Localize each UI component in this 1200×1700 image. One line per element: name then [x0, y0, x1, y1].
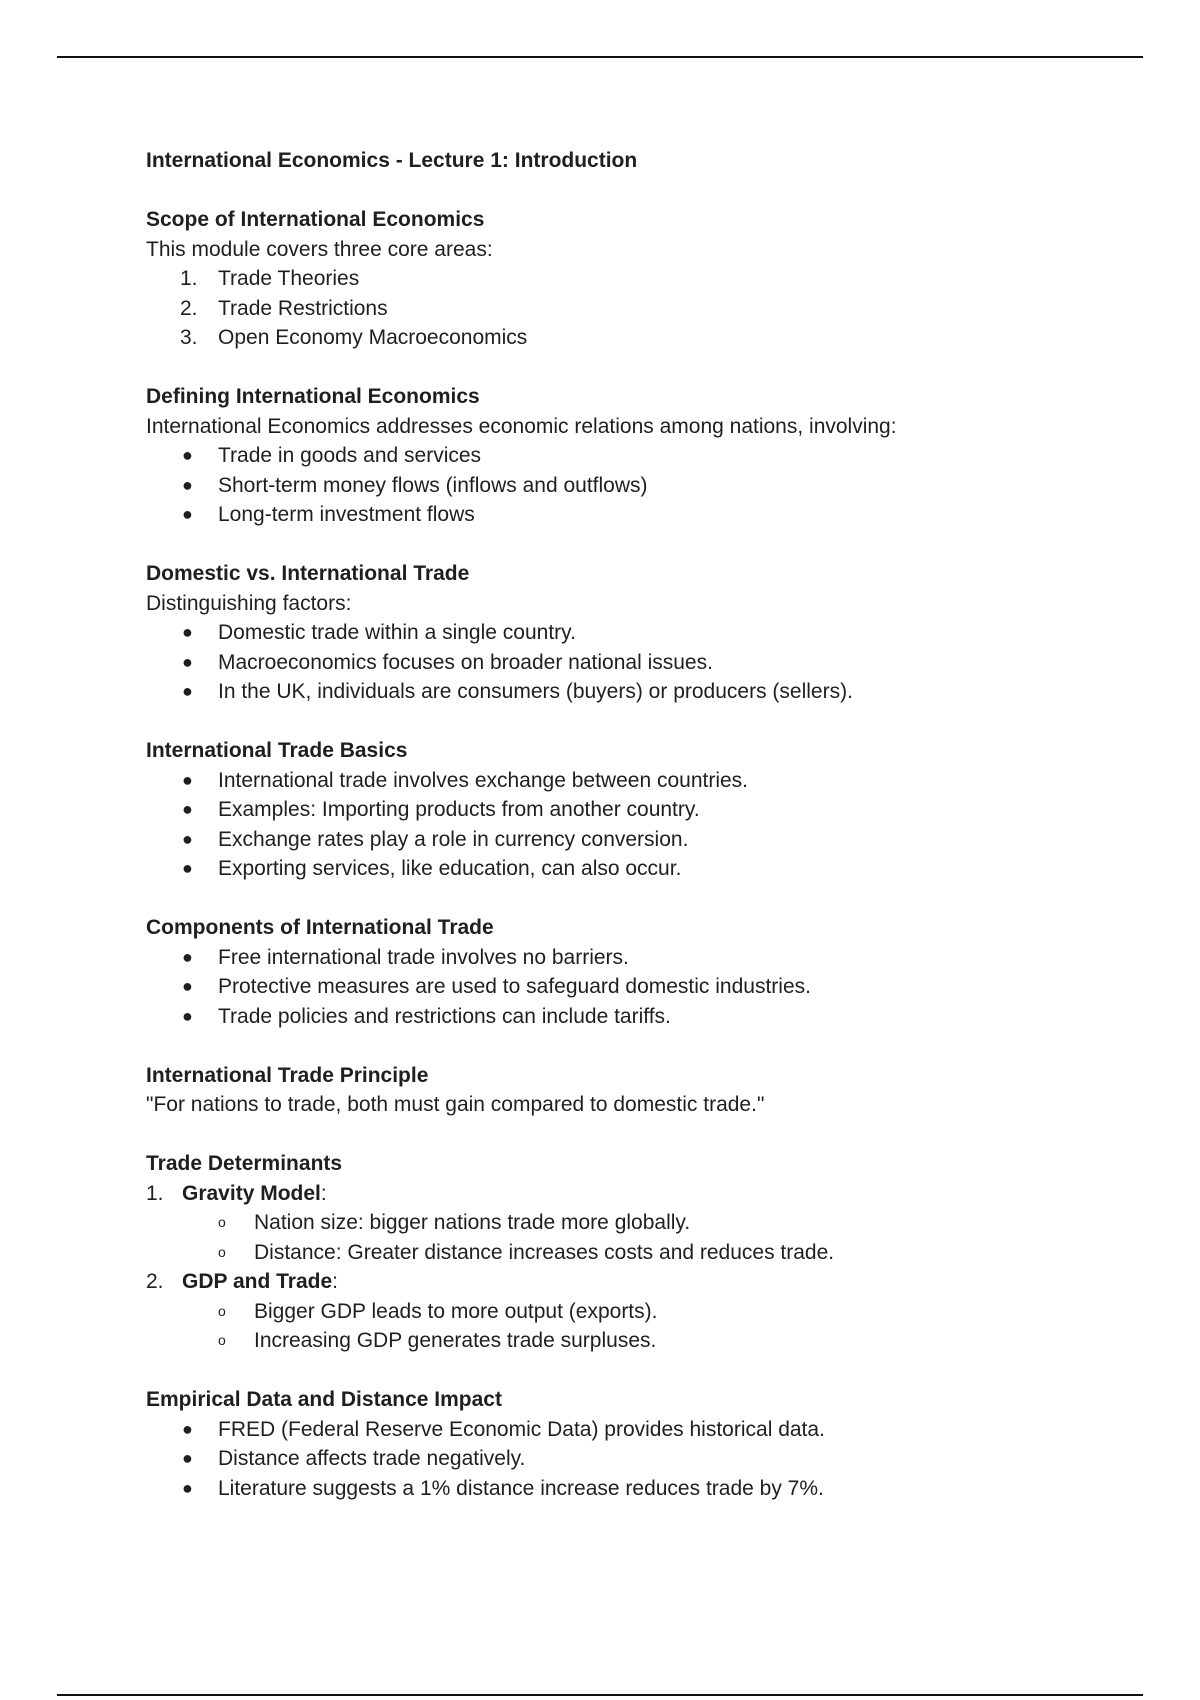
- list-item-text: Trade policies and restrictions can include tariffs.: [218, 1004, 671, 1028]
- section-heading: Scope of International Economics: [146, 208, 485, 231]
- list-number: 1.: [180, 267, 198, 290]
- list-item-text: Long-term investment flows: [218, 503, 475, 526]
- list-item-text: Distance affects trade negatively.: [218, 1447, 526, 1470]
- list-number: 1.: [146, 1181, 164, 1205]
- list-item: [146, 677, 1146, 707]
- list-item: [146, 943, 1146, 973]
- principle-quote: "For nations to trade, both must gain compared to domestic trade.": [146, 1093, 765, 1116]
- bullet-icon: ●: [182, 1418, 193, 1439]
- determinant-colon: :: [332, 1270, 339, 1293]
- list-item-text: Trade Restrictions: [218, 296, 388, 320]
- hollow-bullet-icon: o: [218, 1243, 226, 1260]
- determinant-title: Gravity Model: [182, 1181, 321, 1205]
- determinant-title: GDP and Trade: [182, 1270, 333, 1293]
- list-item: [146, 323, 1146, 353]
- list-number: 3.: [180, 326, 198, 349]
- bullet-icon: ●: [182, 651, 193, 672]
- bullet-icon: ●: [182, 504, 193, 524]
- bullet-list: [146, 441, 1146, 530]
- list-item: [146, 795, 1146, 825]
- list-item-text: Trade in goods and services: [218, 444, 482, 467]
- bullet-icon: ●: [182, 1477, 193, 1498]
- bullet-icon: ●: [182, 622, 193, 642]
- list-item: [146, 825, 1146, 855]
- list-item-text: Trade Theories: [218, 267, 360, 290]
- list-item-text: Examples: Importing products from another country.: [218, 798, 700, 821]
- list-item: [146, 618, 1146, 648]
- section-intro: This module covers three core areas:: [146, 237, 493, 261]
- list-item: [146, 1474, 1146, 1504]
- list-item-text: Short-term money flows (inflows and outflows): [218, 473, 648, 497]
- list-item: [146, 1179, 1146, 1268]
- bullet-icon: ●: [182, 1448, 193, 1468]
- list-item-text: Open Economy Macroeconomics: [218, 326, 528, 349]
- list-item: [146, 1002, 1146, 1032]
- determinant-colon: :: [320, 1181, 327, 1205]
- list-item-text: Domestic trade within a single country.: [218, 621, 576, 644]
- document-body: [146, 146, 1146, 1533]
- sub-list-item: [146, 1208, 1146, 1238]
- list-item: [146, 1267, 1146, 1356]
- list-item-text: Protective measures are used to safeguard domestic industries.: [218, 975, 811, 998]
- header-rule: [57, 56, 1143, 58]
- numbered-list: [146, 264, 1146, 353]
- list-item: [146, 1444, 1146, 1474]
- sub-list: [182, 1208, 1146, 1267]
- list-item-text: Exporting services, like education, can also occur.: [218, 857, 682, 880]
- section-heading: Components of International Trade: [146, 916, 494, 939]
- section-intro: International Economics addresses economic relations among nations, involving:: [146, 414, 897, 438]
- section-domestic: [146, 559, 1146, 707]
- numbered-list: [146, 1179, 1146, 1356]
- list-item-text: Bigger GDP leads to more output (exports).: [254, 1299, 658, 1323]
- section-empirical: [146, 1385, 1146, 1503]
- list-item-text: FRED (Federal Reserve Economic Data) provides historical data.: [218, 1417, 825, 1441]
- section-scope: [146, 205, 1146, 353]
- list-item: [146, 471, 1146, 501]
- list-item-text: Free international trade involves no barriers.: [218, 945, 629, 969]
- list-item-text: Literature suggests a 1% distance increase reduces trade by 7%.: [218, 1476, 824, 1500]
- section-defining: [146, 382, 1146, 530]
- bullet-icon: ●: [182, 799, 193, 819]
- bullet-list: [146, 943, 1146, 1032]
- list-item-text: Increasing GDP generates trade surpluses.: [254, 1329, 657, 1352]
- section-heading: Trade Determinants: [146, 1152, 343, 1175]
- list-number: 2.: [146, 1270, 164, 1293]
- bullet-icon: ●: [182, 681, 193, 701]
- list-item: [146, 294, 1146, 324]
- sub-list-item: [146, 1297, 1146, 1327]
- section-heading: International Trade Principle: [146, 1063, 429, 1087]
- list-item-text: Distance: Greater distance increases costs and reduces trade.: [254, 1240, 835, 1264]
- bullet-icon: ●: [182, 828, 193, 849]
- hollow-bullet-icon: o: [218, 1332, 226, 1348]
- section-heading: International Trade Basics: [146, 739, 408, 762]
- list-item: [146, 854, 1146, 884]
- bullet-icon: ●: [182, 976, 193, 996]
- list-number: 2.: [180, 296, 198, 320]
- hollow-bullet-icon: o: [218, 1302, 226, 1319]
- list-item: [146, 441, 1146, 471]
- sub-list: [182, 1297, 1146, 1356]
- bullet-icon: ●: [182, 445, 193, 465]
- document-title: International Economics - Lecture 1: Introduction: [146, 149, 638, 172]
- bullet-icon: ●: [182, 858, 193, 878]
- bullet-icon: ●: [182, 769, 193, 790]
- hollow-bullet-icon: o: [218, 1214, 226, 1230]
- bullet-list: [146, 1415, 1146, 1504]
- list-item: [146, 264, 1146, 294]
- section-heading: Empirical Data and Distance Impact: [146, 1388, 502, 1411]
- list-item-text: Exchange rates play a role in currency conversion.: [218, 827, 689, 851]
- section-components: [146, 913, 1146, 1031]
- list-item-text: In the UK, individuals are consumers (buyers) or producers (sellers).: [218, 680, 853, 703]
- section-basics: [146, 736, 1146, 884]
- bullet-list: [146, 618, 1146, 707]
- section-heading: Domestic vs. International Trade: [146, 562, 470, 585]
- sub-list-item: [146, 1326, 1146, 1356]
- section-heading: Defining International Economics: [146, 385, 480, 408]
- list-item: [146, 1415, 1146, 1445]
- bullet-icon: ●: [182, 1005, 193, 1026]
- section-principle: [146, 1061, 1146, 1120]
- section-determinants: [146, 1149, 1146, 1356]
- bullet-icon: ●: [182, 474, 193, 495]
- list-item-text: Nation size: bigger nations trade more globally.: [254, 1211, 691, 1234]
- list-item: [146, 972, 1146, 1002]
- sub-list-item: [146, 1238, 1146, 1268]
- bullet-icon: ●: [182, 946, 193, 967]
- list-item: [146, 648, 1146, 678]
- list-item-text: International trade involves exchange between countries.: [218, 768, 749, 792]
- section-intro: Distinguishing factors:: [146, 591, 352, 615]
- list-item: [146, 766, 1146, 796]
- bullet-list: [146, 766, 1146, 884]
- footer-rule: [57, 1694, 1143, 1696]
- list-item-text: Macroeconomics focuses on broader national issues.: [218, 650, 713, 674]
- list-item: [146, 500, 1146, 530]
